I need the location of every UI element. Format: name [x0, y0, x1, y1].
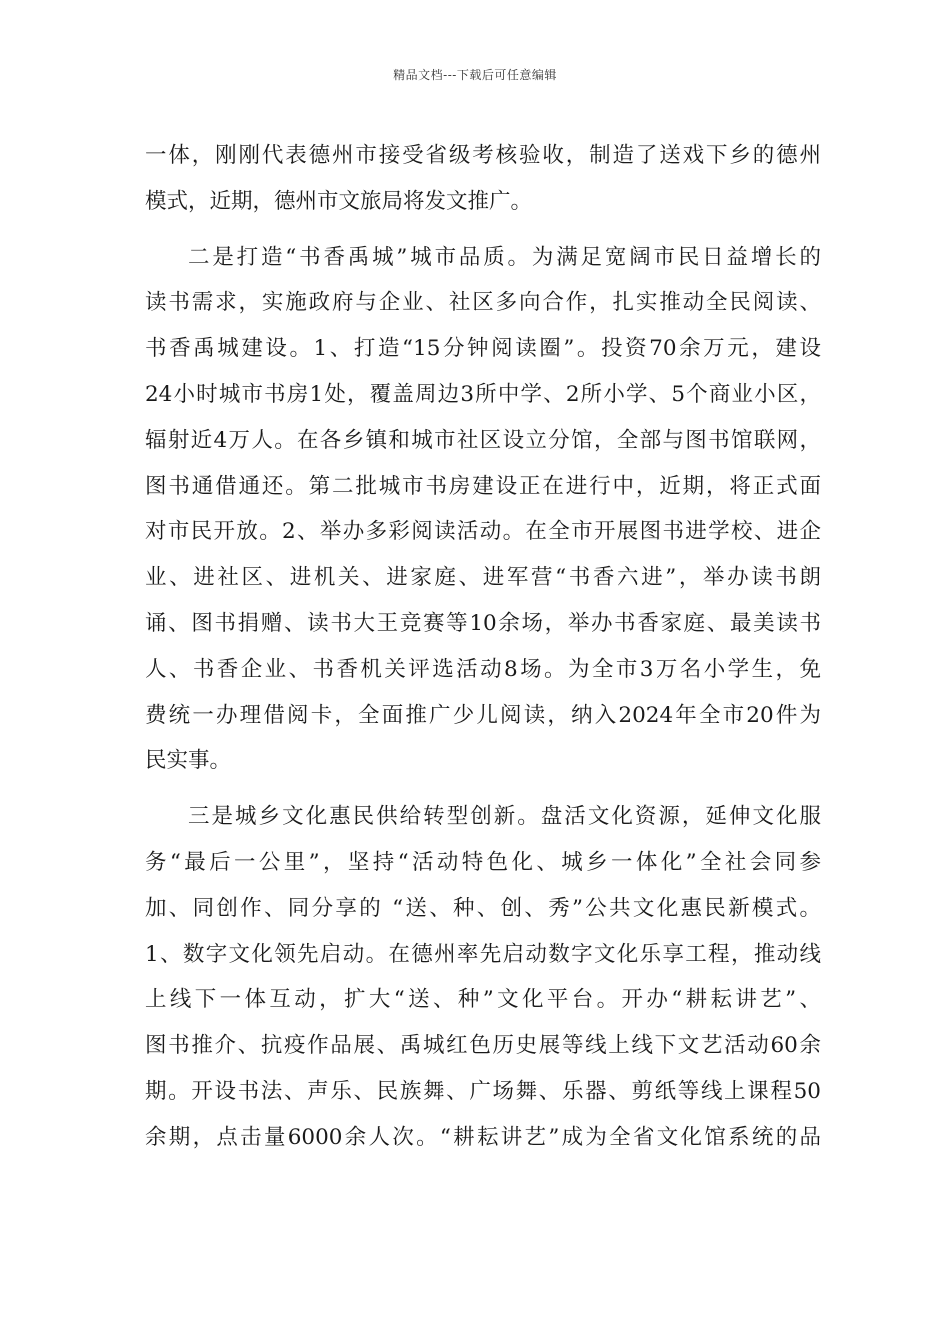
- text-line: 加、同创作、同分享的 “送、种、创、秀”公共文化惠民新模式。: [145, 895, 821, 921]
- paragraph-1: [145, 133, 821, 225]
- paragraph-3: [145, 794, 821, 1160]
- text-line: 一体，刚刚代表德州市接受省级考核验收，制造了送戏下乡的德州: [145, 143, 821, 168]
- text-line: 民实事。: [145, 748, 232, 774]
- text-line: 费统一办理借阅卡，全面推广少儿阅读，纳入2024年全市20件为: [145, 702, 821, 728]
- text-line: 图书推介、抗疫作品展、禹城红色历史展等线上线下文艺活动60余: [145, 1033, 821, 1059]
- text-line: 诵、图书捐赠、读书大王竞赛等10余场，举办书香家庭、最美读书: [145, 610, 821, 636]
- text-line: 人、书香企业、书香机关评选活动8场。为全市3万名小学生，免: [145, 656, 821, 682]
- text-line: 期。开设书法、声乐、民族舞、广场舞、乐器、剪纸等线上课程50: [145, 1078, 821, 1104]
- text-line: 三是城乡文化惠民供给转型创新。盘活文化资源，延伸文化服: [188, 804, 821, 830]
- text-line: 图书通借通还。第二批城市书房建设正在进行中，近期，将正式面: [145, 473, 821, 499]
- text-line: 上线下一体互动，扩大“送、种”文化平台。开办“耕耘讲艺”、: [145, 987, 821, 1013]
- text-line: 对市民开放。2、举办多彩阅读活动。在全市开展图书进学校、进企: [145, 519, 821, 545]
- text-line: 模式，近期，德州市文旅局将发文推广。: [145, 188, 533, 214]
- document-body: [145, 133, 821, 1161]
- text-line: 余期，点击量6000余人次。“耕耘讲艺”成为全省文化馆系统的品: [145, 1124, 821, 1150]
- text-line: 二是打造“书香禹城”城市品质。为满足宽阔市民日益增长的: [188, 244, 821, 270]
- text-line: 书香禹城建设。1、打造“15分钟阅读圈”。投资70余万元，建设: [145, 336, 821, 362]
- text-line: 1、数字文化领先启动。在德州率先启动数字文化乐享工程，推动线: [145, 941, 821, 967]
- page-header: 精品文档---下载后可任意编辑: [393, 68, 557, 82]
- text-line: 业、进社区、进机关、进家庭、进军营“书香六进”，举办读书朗: [145, 565, 821, 591]
- text-line: 辐射近4万人。在各乡镇和城市社区设立分馆，全部与图书馆联网，: [145, 427, 821, 453]
- text-line: 务“最后一公里”，坚持“活动特色化、城乡一体化”全社会同参: [145, 849, 821, 875]
- text-line: 读书需求，实施政府与企业、社区多向合作，扎实推动全民阅读、: [145, 290, 821, 316]
- paragraph-2: [145, 235, 821, 785]
- text-line: 24小时城市书房1处，覆盖周边3所中学、2所小学、5个商业小区，: [145, 381, 821, 407]
